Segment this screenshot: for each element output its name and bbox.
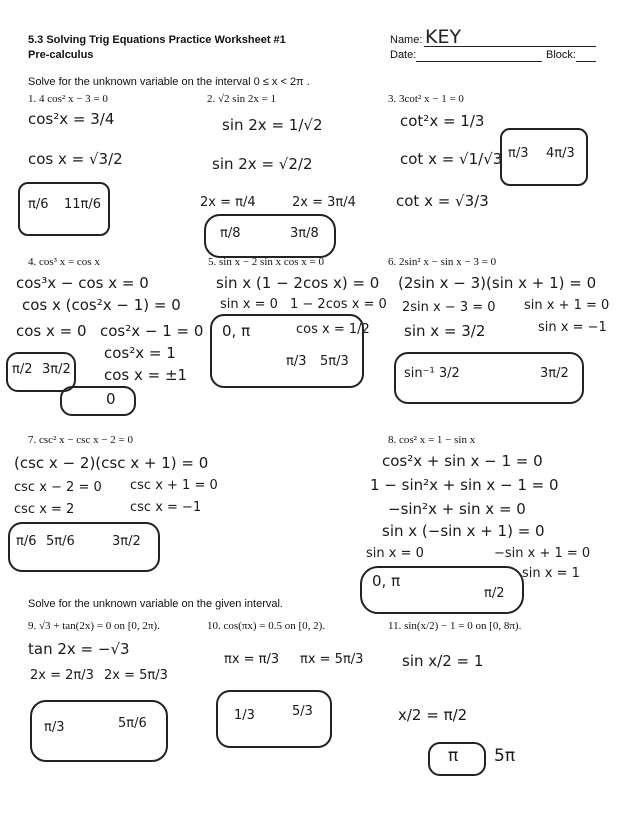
date-label: Date: — [390, 49, 417, 61]
problem-8-answer-2: π/2 — [484, 586, 505, 601]
problem-8-work-4: sin x (−sin x + 1) = 0 — [382, 522, 545, 540]
problem-8-work-5: sin x = 0 — [366, 546, 424, 561]
problem-7-work-4: csc x = 2 — [14, 502, 75, 517]
problem-6-work-2: 2sin x − 3 = 0 — [402, 300, 496, 315]
problem-4-work-2: cos x (cos²x − 1) = 0 — [22, 296, 181, 314]
problem-2-answer-1: π/8 — [220, 226, 241, 241]
problem-4-answer-1: π/2 — [12, 362, 33, 377]
problem-11-answer-1: π — [448, 746, 459, 766]
problem-7-work-5: csc x = −1 — [130, 500, 202, 515]
problem-5-work-2: sin x = 0 — [220, 297, 278, 312]
problem-4-work-6: cos x = ±1 — [104, 366, 188, 384]
worksheet-title: 5.3 Solving Trig Equations Practice Worksheet #1 — [28, 34, 286, 46]
problem-3-work-2: cot x = √1/√3 — [400, 150, 503, 168]
problem-11-work-1: sin x/2 = 1 — [402, 652, 484, 670]
block-line — [576, 61, 596, 62]
problem-9-label: 9. √3 + tan(2x) = 0 on [0, 2π). — [28, 620, 160, 632]
name-label: Name: — [390, 34, 423, 46]
problem-4-answer-3: 0 — [106, 390, 116, 408]
problem-3-work-1: cot²x = 1/3 — [400, 112, 485, 130]
problem-6-label: 6. 2sin² x − sin x − 3 = 0 — [388, 256, 497, 268]
problem-6-work-1: (2sin x − 3)(sin x + 1) = 0 — [398, 274, 597, 292]
problem-7-answer-2: 5π/6 — [46, 534, 75, 549]
problem-2-work-3: 2x = π/4 — [200, 195, 256, 210]
problem-5-work-4: cos x = 1/2 — [296, 322, 370, 337]
problem-1-answer-1: π/6 — [28, 197, 49, 212]
problem-6-answer-1: sin⁻¹ 3/2 — [404, 366, 460, 381]
problem-5-answer-1: 0, π — [222, 322, 251, 340]
problem-8-answer-1: 0, π — [372, 572, 401, 590]
problem-8-work-1: cos²x + sin x − 1 = 0 — [382, 452, 543, 470]
problem-5-work-3: 1 − 2cos x = 0 — [290, 297, 387, 312]
problem-3-label: 3. 3cot² x − 1 = 0 — [388, 93, 464, 105]
problem-8-work-2: 1 − sin²x + sin x − 1 = 0 — [370, 476, 559, 494]
problem-7-answer-1: π/6 — [16, 534, 37, 549]
problem-1-label: 1. 4 cos² x − 3 = 0 — [28, 93, 108, 105]
problem-2-work-1: sin 2x = 1/√2 — [222, 116, 323, 134]
instructions-part1: Solve for the unknown variable on the interval 0 ≤ x < 2π . — [28, 76, 310, 88]
problem-1-work-1: cos²x = 3/4 — [28, 110, 115, 128]
problem-1-work-2: cos x = √3/2 — [28, 150, 123, 168]
problem-7-answer-3: 3π/2 — [112, 534, 141, 549]
problem-9-answer-1: π/3 — [44, 720, 65, 735]
problem-9-answer-2: 5π/6 — [118, 716, 147, 731]
problem-5-answer-3: 5π/3 — [320, 354, 349, 369]
problem-4-work-5: cos²x = 1 — [104, 344, 176, 362]
problem-2-work-4: 2x = 3π/4 — [292, 195, 356, 210]
problem-7-work-3: csc x + 1 = 0 — [130, 478, 218, 493]
problem-10-work-1: πx = π/3 — [224, 652, 280, 667]
problem-4-work-3: cos x = 0 — [16, 322, 87, 340]
problem-10-answer-1: 1/3 — [234, 708, 255, 723]
instructions-part2: Solve for the unknown variable on the given interval. — [28, 598, 283, 610]
problem-6-work-4: sin x = 3/2 — [404, 322, 486, 340]
problem-7-work-1: (csc x − 2)(csc x + 1) = 0 — [14, 454, 209, 472]
problem-3-work-3: cot x = √3/3 — [396, 192, 489, 210]
problem-11-work-2: x/2 = π/2 — [398, 706, 468, 724]
problem-1-answer-2: 11π/6 — [64, 197, 102, 212]
worksheet-subtitle: Pre-calculus — [28, 49, 94, 61]
problem-4-work-4: cos²x − 1 = 0 — [100, 322, 204, 340]
problem-4-work-1: cos³x − cos x = 0 — [16, 274, 149, 292]
block-label: Block: — [546, 49, 576, 61]
problem-10-work-2: πx = 5π/3 — [300, 652, 364, 667]
problem-10-answer-2: 5/3 — [292, 704, 313, 719]
problem-3-answer-1: π/3 — [508, 146, 529, 161]
problem-3-answer-2: 4π/3 — [546, 146, 575, 161]
problem-9-work-1: tan 2x = −√3 — [28, 640, 130, 658]
problem-7-work-2: csc x − 2 = 0 — [14, 480, 102, 495]
problem-5-label: 5. sin x − 2 sin x cos x = 0 — [208, 256, 324, 268]
problem-11-answer-2: 5π — [494, 746, 516, 766]
problem-4-answer-2: 3π/2 — [42, 362, 71, 377]
problem-5-work-1: sin x (1 − 2cos x) = 0 — [216, 274, 380, 292]
problem-7-label: 7. csc² x − csc x − 2 = 0 — [28, 434, 133, 446]
name-value: KEY — [425, 26, 462, 48]
problem-2-answer-2: 3π/8 — [290, 226, 319, 241]
problem-8-label: 8. cos² x = 1 − sin x — [388, 434, 476, 446]
problem-10-label: 10. cos(πx) = 0.5 on [0, 2). — [207, 620, 326, 632]
problem-8-work-3: −sin²x + sin x = 0 — [388, 500, 526, 518]
problem-5-answer-2: π/3 — [286, 354, 307, 369]
problem-8-work-7: sin x = 1 — [522, 566, 580, 581]
problem-6-work-3: sin x + 1 = 0 — [524, 298, 610, 313]
problem-9-work-3: 2x = 5π/3 — [104, 668, 168, 683]
problem-6-work-5: sin x = −1 — [538, 320, 607, 335]
problem-6-answer-2: 3π/2 — [540, 366, 569, 381]
problem-9-work-2: 2x = 2π/3 — [30, 668, 94, 683]
date-line — [416, 61, 542, 62]
problem-4-label: 4. cos³ x = cos x — [28, 256, 100, 268]
problem-4-answer-box-2 — [60, 386, 136, 416]
problem-11-label: 11. sin(x/2) − 1 = 0 on [0, 8π). — [388, 620, 522, 632]
problem-2-work-2: sin 2x = √2/2 — [212, 155, 313, 173]
problem-2-label: 2. √2 sin 2x = 1 — [207, 93, 277, 105]
problem-8-work-6: −sin x + 1 = 0 — [494, 546, 591, 561]
